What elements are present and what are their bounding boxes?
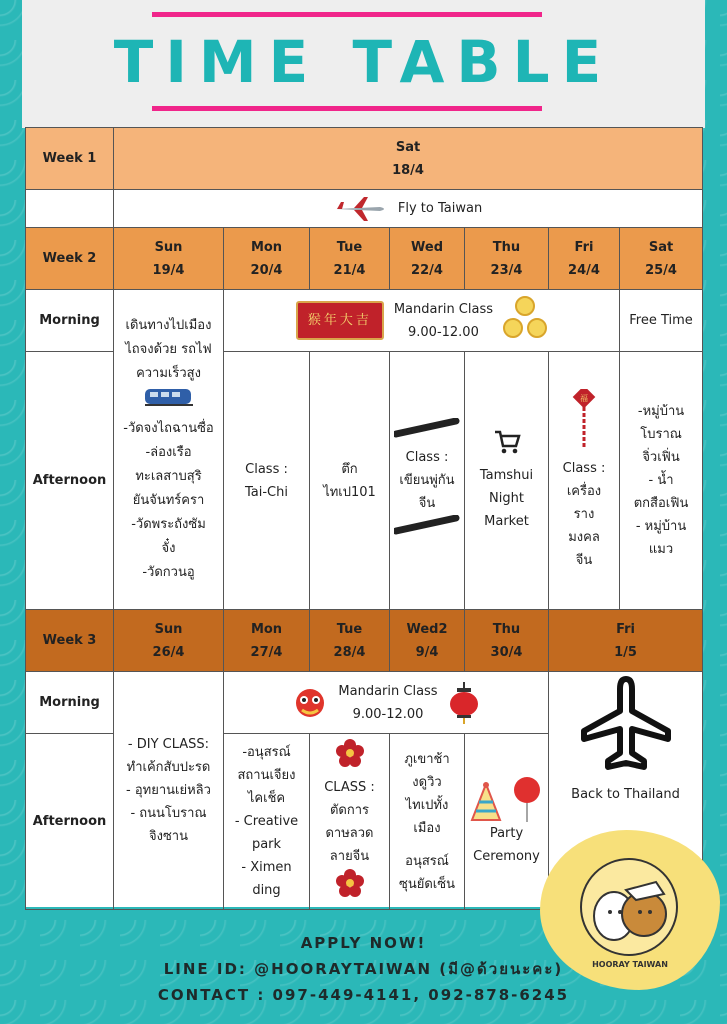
bottom-divider — [152, 106, 542, 111]
top-divider — [152, 12, 542, 17]
timetable — [25, 127, 702, 907]
week2-morning-label: Morning — [26, 290, 114, 352]
week3-morning-label: Morning — [26, 672, 114, 734]
week3-wed-afternoon: ภูเขาช้า งดูวิว ไทเปทั้ง เมือง อนุสรณ์ ซุนยัดเซ็น — [390, 734, 465, 910]
balloon-icon — [511, 776, 543, 822]
week1-label: Week 1 — [26, 128, 114, 190]
week3-label: Week 3 — [26, 610, 114, 672]
week1-empty — [26, 190, 114, 228]
airplane-icon — [578, 675, 674, 775]
week2-sun-trip: เดินทางไปเมือง ไถจงด้วย รถไฟ ความเร็วสูง -วัดจงไถฉานซื่อ -ล่องเรือ ทะเลสาบสุริ ยันจันทร์ครา -วัดพระถังซัม จั๋ง -วัดกวนอู — [114, 290, 224, 610]
party-hat-icon — [470, 782, 502, 822]
week2-day-tue: Tue 21/4 — [310, 228, 390, 290]
week3-thu-afternoon: Party Ceremony — [465, 734, 549, 910]
week2-day-fri: Fri 24/4 — [549, 228, 620, 290]
airplane-icon — [334, 195, 388, 223]
coin-icon — [503, 318, 523, 338]
week3-afternoon-label: Afternoon — [26, 734, 114, 910]
train-icon — [144, 386, 194, 408]
week3-day-sun: Sun 26/4 — [114, 610, 224, 672]
week3-day-fri: Fri 1/5 — [549, 610, 703, 672]
week1-date: 18/4 — [392, 162, 424, 178]
week3-mandarin-class: Mandarin Class 9.00-12.00 — [224, 672, 549, 734]
week2-afternoon-label: Afternoon — [26, 352, 114, 610]
week3-day-thu: Thu 30/4 — [465, 610, 549, 672]
chinese-banner: 猴年大吉 — [296, 301, 384, 340]
week2-wed-afternoon: Class : เขียนพู่กัน จีน — [390, 352, 465, 610]
week2-label: Week 2 — [26, 228, 114, 290]
flower-icon — [335, 738, 365, 768]
brush-stroke-icon — [394, 515, 460, 535]
week2-sat-afternoon: -หมู่บ้าน โบราณ จิ่วเฟิ่น - น้ำ ตกสือเฟิน - หมู่บ้าน แมว — [620, 352, 703, 610]
header — [22, 0, 705, 128]
week2-day-sat: Sat 25/4 — [620, 228, 703, 290]
fly-to-taiwan-text: Fly to Taiwan — [397, 201, 483, 216]
footer — [0, 930, 727, 1008]
week3-day-mon: Mon 27/4 — [224, 610, 310, 672]
week2-day-thu: Thu 23/4 — [465, 228, 549, 290]
line-id: LINE ID: @HOORAYTAIWAN (มี@ด้วยนะคะ) — [163, 960, 564, 978]
week2-day-wed: Wed 22/4 — [390, 228, 465, 290]
svg-text:福: 福 — [580, 394, 588, 403]
lion-dance-icon — [292, 683, 328, 723]
week1-activity — [114, 190, 703, 228]
week3-tue-afternoon: CLASS : ตัดการ ดาษลวด ลายจีน — [310, 734, 390, 910]
week2-day-sun: Sun 19/4 — [114, 228, 224, 290]
brush-stroke-icon — [394, 418, 460, 438]
firecracker-icon — [570, 389, 598, 449]
shopping-cart-icon — [493, 428, 521, 456]
flower-icon — [335, 868, 365, 898]
week3-day-wed: Wed2 9/4 — [390, 610, 465, 672]
contact: CONTACT : 097-449-4141, 092-878-6245 — [157, 986, 570, 1004]
lantern-icon — [448, 682, 480, 724]
week1-day-header — [114, 128, 703, 190]
week3-day-tue: Tue 28/4 — [310, 610, 390, 672]
week2-fri-afternoon: 福 Class : เครื่อง ราง มงคล จีน — [549, 352, 620, 610]
apply-now: APPLY NOW! — [300, 934, 427, 952]
week2-mon-afternoon: Class : Tai-Chi — [224, 352, 310, 610]
page-title: TIME TABLE — [113, 28, 614, 96]
week2-tue-afternoon: ตึก ไทเป101 — [310, 352, 390, 610]
badge-text: HOORAY TAIWAN — [592, 960, 668, 969]
coin-icon — [515, 296, 535, 316]
coin-icon — [527, 318, 547, 338]
week3-sun-activity: - DIY CLASS: ทำเค้กสับปะรด - อุทยานเย่หลิว - ถนนโบราณ จิงซาน — [114, 672, 224, 910]
week2-mandarin-class: 猴年大吉 Mandarin Class 9.00-12.00 — [224, 290, 620, 352]
week1-day: Sat — [395, 139, 421, 155]
week2-thu-afternoon: Tamshui Night Market — [465, 352, 549, 610]
week3-mon-afternoon: -อนุสรณ์ สถานเจียง ไคเช็ค - Creative park - Ximen ding — [224, 734, 310, 910]
week2-free-time: Free Time — [620, 290, 703, 352]
back-to-thailand-text: Back to Thailand — [571, 787, 680, 802]
week2-day-mon: Mon 20/4 — [224, 228, 310, 290]
